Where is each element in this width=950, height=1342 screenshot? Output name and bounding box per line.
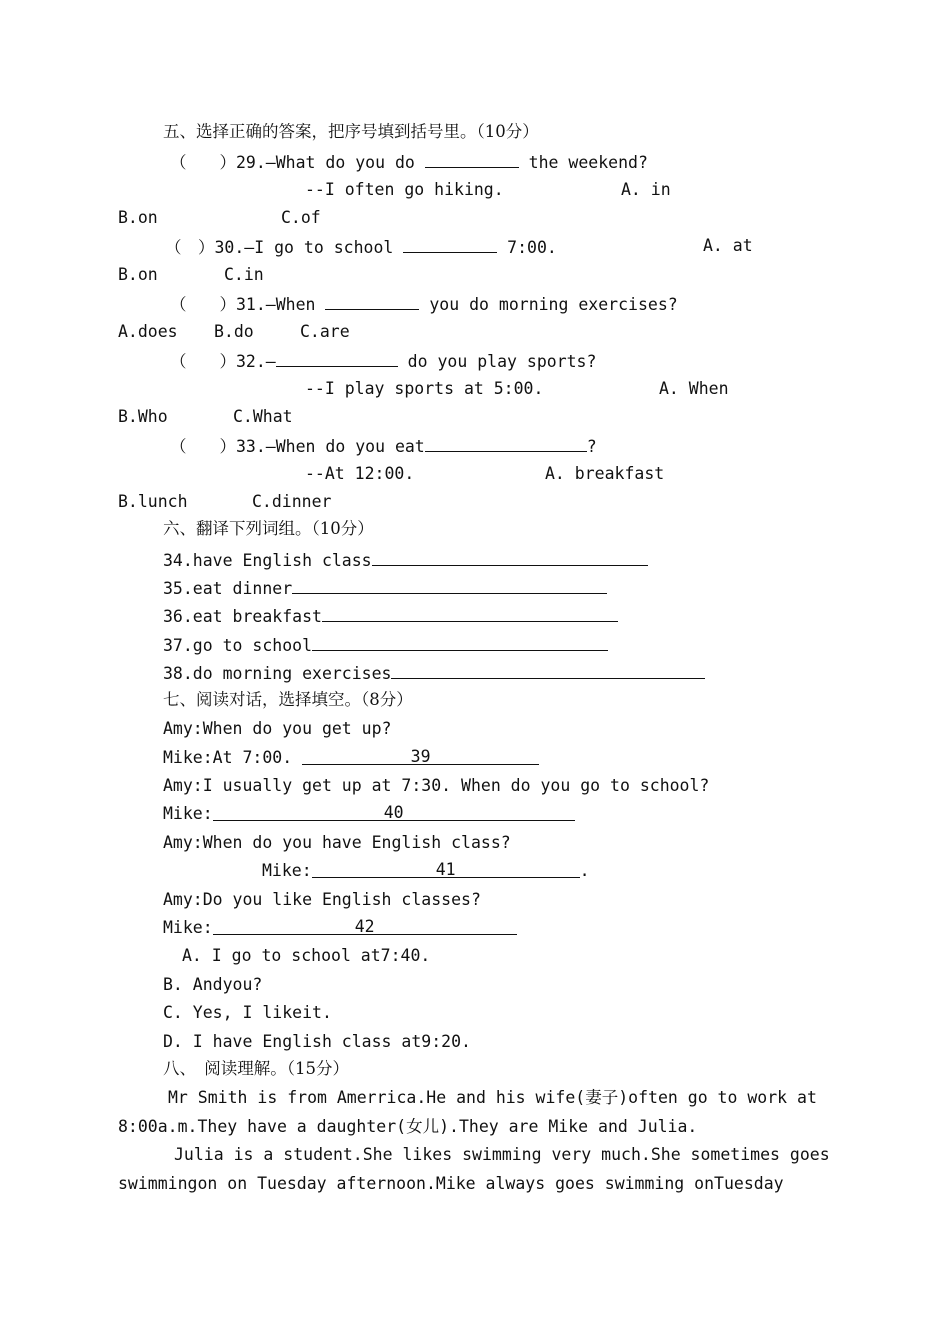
dialog-text: Mike:At 7:00.: [163, 748, 293, 767]
option-c: C.of: [281, 208, 321, 227]
option-b: B.lunch: [118, 492, 188, 511]
answer-paren: （ ）: [170, 295, 236, 314]
question-text-after: do you play sports?: [397, 352, 597, 371]
answer-blank[interactable]: [372, 549, 648, 566]
choice-a: A. I go to school at7:40.: [182, 946, 431, 965]
question-33-response: --At 12:00.: [305, 464, 415, 483]
dialog-line: Amy:When do you have English class?: [163, 833, 511, 852]
answer-blank[interactable]: [325, 293, 419, 310]
dialog-line: Amy:Do you like English classes?: [163, 890, 481, 909]
answer-blank[interactable]: [425, 435, 587, 452]
option-c: C.are: [300, 322, 350, 341]
question-text: 33.—When do you eat: [236, 437, 425, 456]
translation-item: [163, 549, 648, 571]
dialog-line: [163, 748, 539, 768]
option-a: A. at: [703, 236, 753, 255]
passage-line: swimmingon on Tuesday afternoon.Mike always goes swimming onTuesday: [118, 1174, 784, 1193]
option-c: C.What: [233, 407, 293, 426]
item-text: 35.eat dinner: [163, 579, 293, 598]
question-text-after: 7:00.: [497, 238, 557, 257]
section-5-title: 五、选择正确的答案，把序号填到括号里。（10分）: [163, 122, 539, 141]
option-c: C.in: [224, 265, 264, 284]
passage-line: Mr Smith is from Amerrica.He and his wife(妻子)often go to work at: [168, 1088, 817, 1107]
question-text-after: the weekend?: [518, 153, 648, 172]
answer-paren: （ ）: [170, 153, 236, 172]
option-b: B.do: [214, 322, 254, 341]
option-b: B.on: [118, 208, 158, 227]
dialog-line: [163, 918, 517, 938]
answer-blank-39[interactable]: [302, 748, 539, 765]
question-text-after: ?: [586, 437, 597, 456]
answer-blank[interactable]: [403, 236, 497, 253]
choice-d: D. I have English class at9:20.: [163, 1032, 471, 1051]
answer-blank[interactable]: [312, 634, 608, 651]
passage-line: 8:00a.m.They have a daughter(女儿).They are Mike and Julia.: [118, 1117, 698, 1136]
choice-b: B. Andyou?: [163, 975, 263, 994]
option-a: A. When: [659, 379, 729, 398]
blank-number: 40: [383, 803, 404, 822]
dialog-text: Mike:: [163, 918, 213, 937]
question-32-response: --I play sports at 5:00.: [305, 379, 544, 398]
answer-paren: （ ）: [170, 352, 236, 371]
question-32: [170, 350, 596, 372]
section-6-title: 六、翻译下列词组。（10分）: [163, 519, 374, 538]
answer-blank[interactable]: [425, 151, 519, 168]
section-8-title: 八、 阅读理解。（15分）: [163, 1059, 349, 1078]
answer-paren: （ ）: [170, 437, 236, 456]
question-text: 32.—: [236, 352, 276, 371]
item-text: 38.do morning exercises: [163, 664, 392, 683]
answer-blank[interactable]: [322, 605, 618, 622]
translation-item: [163, 662, 705, 684]
option-a: A. in: [621, 180, 671, 199]
item-text: 34.have English class: [163, 551, 372, 570]
answer-blank-41[interactable]: [312, 861, 580, 878]
question-text: 31.—When: [236, 295, 316, 314]
answer-paren: （ ）: [165, 238, 215, 257]
blank-number: 39: [410, 747, 431, 766]
answer-blank-42[interactable]: [213, 918, 517, 935]
section-7-title: 七、阅读对话，选择填空。（8分）: [163, 690, 413, 709]
dialog-line: [262, 861, 590, 881]
choice-c: C. Yes, I likeit.: [163, 1003, 332, 1022]
question-text: 30.—I go to school: [214, 238, 394, 257]
option-c: C.dinner: [252, 492, 332, 511]
dialog-text: Mike:: [163, 804, 213, 823]
dialog-line: Amy:I usually get up at 7:30. When do you go to school?: [163, 776, 710, 795]
dialog-text: .: [579, 861, 590, 880]
dialog-line: [163, 804, 575, 824]
answer-blank[interactable]: [292, 577, 607, 594]
translation-item: [163, 634, 608, 656]
question-text-after: you do morning exercises?: [419, 295, 678, 314]
question-text: 29.—What do you do: [236, 153, 415, 172]
item-text: 36.eat breakfast: [163, 607, 322, 626]
passage-line: Julia is a student.She likes swimming very much.She sometimes goes: [174, 1145, 830, 1164]
answer-blank-40[interactable]: [213, 804, 575, 821]
option-a: A.does: [118, 322, 178, 341]
question-31: [170, 293, 678, 315]
question-29-response: --I often go hiking.: [305, 180, 504, 199]
blank-number: 42: [354, 917, 375, 936]
question-29: [170, 151, 648, 173]
option-a: A. breakfast: [545, 464, 665, 483]
translation-item: [163, 577, 607, 599]
dialog-text: Mike:: [262, 861, 312, 880]
translation-item: [163, 605, 618, 627]
question-33: [170, 435, 597, 457]
option-b: B.Who: [118, 407, 168, 426]
option-b: B.on: [118, 265, 158, 284]
answer-blank[interactable]: [391, 662, 705, 679]
item-text: 37.go to school: [163, 636, 313, 655]
dialog-line: Amy:When do you get up?: [163, 719, 392, 738]
question-30: [165, 236, 557, 258]
blank-number: 41: [435, 860, 456, 879]
answer-blank[interactable]: [276, 350, 398, 367]
